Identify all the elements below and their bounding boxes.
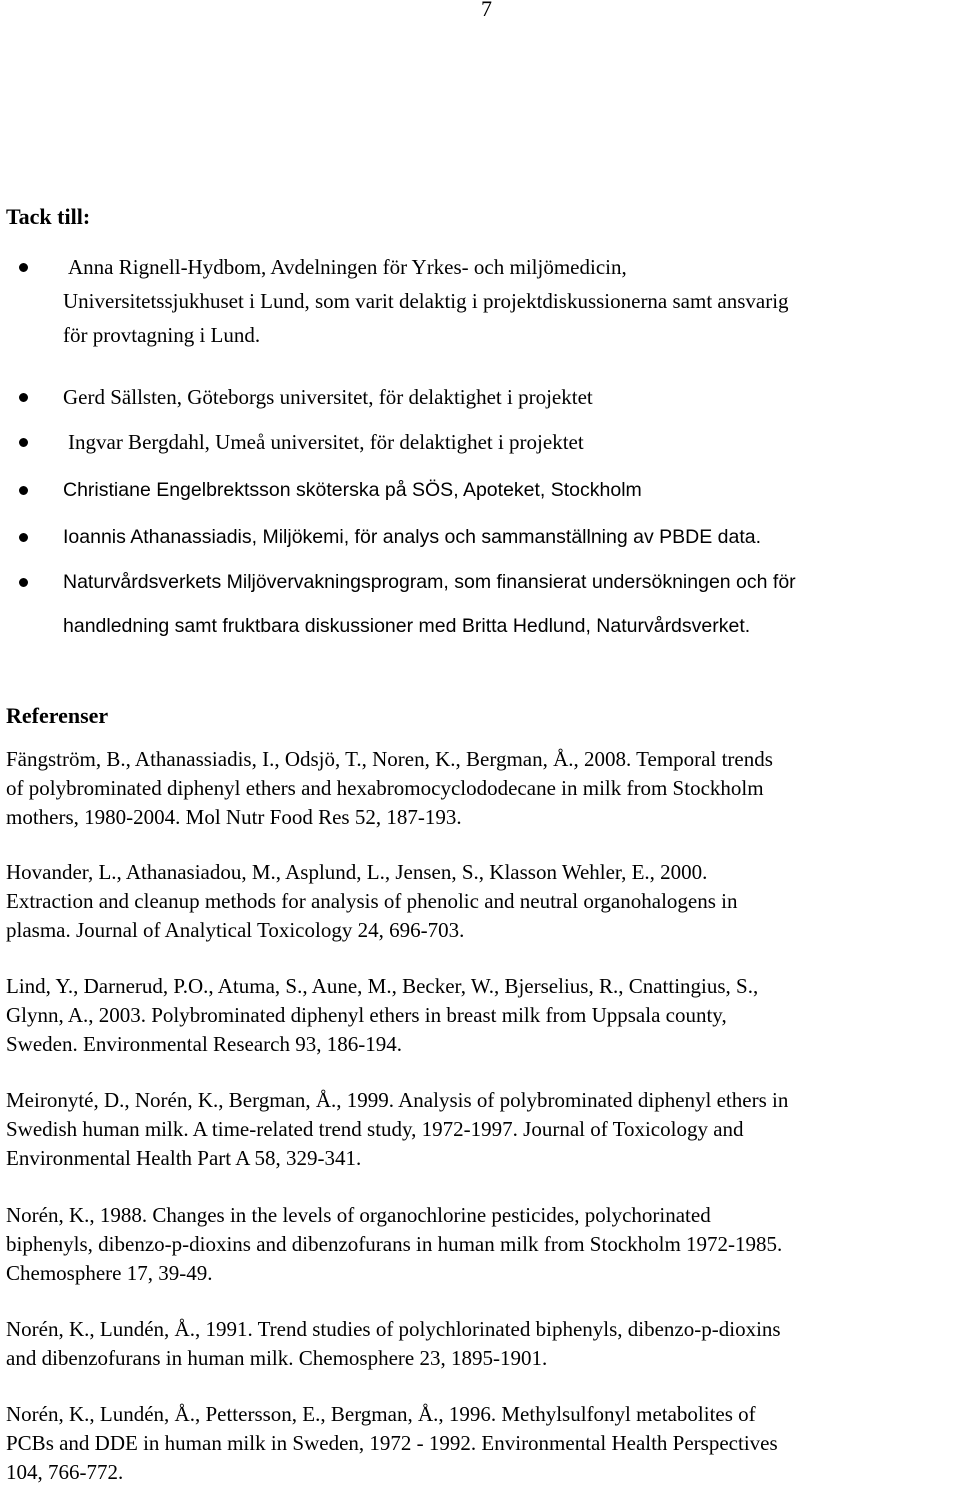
reference-line: Swedish human milk. A time-related trend study, 1972-1997. Journal of Toxicology and [6,1117,744,1141]
acknowledgements-heading: Tack till: [6,204,91,229]
reference-line: and dibenzofurans in human milk. Chemosphere 23, 1895-1901. [6,1346,548,1370]
reference-line: Lind, Y., Darnerud, P.O., Atuma, S., Aune, M., Becker, W., Bjerselius, R., Cnattingius, S., [6,974,759,998]
bullet-icon [19,438,28,447]
acknowledgement-line: Christiane Engelbrektsson sköterska på SÖS, Apoteket, Stockholm [63,479,642,501]
reference-item [6,1086,956,1173]
acknowledgement-line: Naturvårdsverkets Miljövervakningsprogram, som finansierat undersökningen och för [63,571,796,593]
reference-line: Chemosphere 17, 39-49. [6,1261,213,1285]
acknowledgement-item [63,250,958,352]
acknowledgement-line: Gerd Sällsten, Göteborgs universitet, för delaktighet i projektet [63,385,593,409]
acknowledgement-line: för provtagning i Lund. [63,323,261,347]
reference-line: of polybrominated diphenyl ethers and hexabromocyclododecane in milk from Stockholm [6,776,764,800]
reference-item [6,1315,956,1373]
reference-line: biphenyls, dibenzo-p-dioxins and dibenzofurans in human milk from Stockholm 1972-1985. [6,1232,783,1256]
acknowledgement-item [63,425,958,459]
reference-item [6,858,956,945]
reference-item [6,1201,956,1288]
reference-item [6,745,956,832]
acknowledgement-line: handledning samt fruktbara diskussioner med Britta Hedlund, Naturvårdsverket. [63,615,751,637]
bullet-icon [19,393,28,402]
reference-line: Environmental Health Part A 58, 329-341. [6,1146,362,1170]
reference-line: Fängström, B., Athanassiadis, I., Odsjö, T., Noren, K., Bergman, Å., 2008. Temporal trends [6,747,773,771]
acknowledgement-line: Ingvar Bergdahl, Umeå universitet, för delaktighet i projektet [68,430,584,454]
reference-line: Glynn, A., 2003. Polybrominated diphenyl ethers in breast milk from Uppsala county, [6,1003,727,1027]
acknowledgement-item [63,380,958,414]
reference-line: 104, 766-772. [6,1460,124,1484]
reference-item [6,1400,956,1487]
bullet-icon [19,486,28,495]
reference-line: Norén, K., Lundén, Å., Pettersson, E., Bergman, Å., 1996. Methylsulfonyl metabolites of [6,1402,756,1426]
reference-line: Hovander, L., Athanasiadou, M., Asplund, L., Jensen, S., Klasson Wehler, E., 2000. [6,860,708,884]
acknowledgement-item [63,560,958,648]
reference-line: Sweden. Environmental Research 93, 186-194. [6,1032,402,1056]
reference-line: Norén, K., Lundén, Å., 1991. Trend studies of polychlorinated biphenyls, dibenzo-p-dioxins [6,1317,781,1341]
acknowledgement-line: Anna Rignell-Hydbom, Avdelningen för Yrkes- och miljömedicin, [68,255,627,279]
reference-item [6,972,956,1059]
acknowledgement-line: Ioannis Athanassiadis, Miljökemi, för analys och sammanställning av PBDE data. [63,526,762,548]
references-heading: Referenser [6,703,109,728]
bullet-icon [19,533,28,542]
acknowledgement-item [63,468,958,512]
acknowledgement-line: Universitetssjukhuset i Lund, som varit delaktig i projektdiskussionerna samt ansvarig [63,289,789,313]
reference-line: Extraction and cleanup methods for analysis of phenolic and neutral organohalogens in [6,889,738,913]
reference-line: Norén, K., 1988. Changes in the levels of organochlorine pesticides, polychorinated [6,1203,711,1227]
bullet-icon [19,578,28,587]
page-number: 7 [481,0,492,21]
reference-line: PCBs and DDE in human milk in Sweden, 1972 - 1992. Environmental Health Perspectives [6,1431,778,1455]
acknowledgement-item [63,515,958,559]
bullet-icon [19,263,28,272]
reference-line: plasma. Journal of Analytical Toxicology 24, 696-703. [6,918,465,942]
reference-line: Meironyté, D., Norén, K., Bergman, Å., 1999. Analysis of polybrominated diphenyl ethers in [6,1088,789,1112]
reference-line: mothers, 1980-2004. Mol Nutr Food Res 52, 187-193. [6,805,462,829]
